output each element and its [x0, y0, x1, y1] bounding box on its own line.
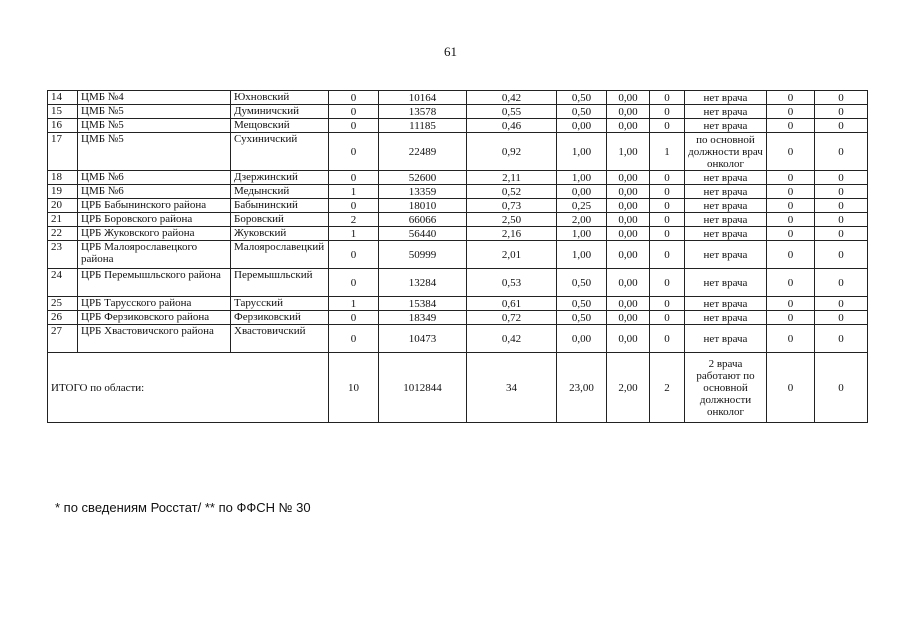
value-cell: 1,00 — [557, 241, 607, 269]
row-number: 25 — [48, 297, 78, 311]
value-cell: 0,50 — [557, 105, 607, 119]
district-cell: Бабынинский — [231, 199, 329, 213]
value-cell: 0 — [650, 213, 685, 227]
status-cell: нет врача — [685, 297, 767, 311]
value-cell: 0 — [767, 311, 815, 325]
value-cell: 0 — [650, 105, 685, 119]
value-cell: 0,00 — [607, 105, 650, 119]
organization-cell: ЦРБ Бабынинского района — [78, 199, 231, 213]
value-cell: 0,55 — [467, 105, 557, 119]
value-cell: 1,00 — [557, 171, 607, 185]
total-value-cell: 2,00 — [607, 353, 650, 423]
status-cell: нет врача — [685, 91, 767, 105]
row-number: 18 — [48, 171, 78, 185]
value-cell: 0 — [329, 325, 379, 353]
value-cell: 0 — [329, 241, 379, 269]
organization-cell: ЦРБ Тарусского района — [78, 297, 231, 311]
value-cell: 2 — [329, 213, 379, 227]
value-cell: 0,00 — [607, 297, 650, 311]
value-cell: 0,00 — [607, 311, 650, 325]
value-cell: 0 — [329, 269, 379, 297]
value-cell: 0 — [650, 185, 685, 199]
value-cell: 0,00 — [607, 213, 650, 227]
district-cell: Ферзиковский — [231, 311, 329, 325]
population-cell: 50999 — [379, 241, 467, 269]
value-cell: 2,00 — [557, 213, 607, 227]
value-cell: 0 — [650, 269, 685, 297]
value-cell: 0,00 — [557, 119, 607, 133]
total-value-cell: 1012844 — [379, 353, 467, 423]
value-cell: 1 — [650, 133, 685, 171]
row-number: 24 — [48, 269, 78, 297]
status-cell: нет врача — [685, 227, 767, 241]
value-cell: 0 — [815, 241, 868, 269]
organization-cell: ЦМБ №6 — [78, 185, 231, 199]
district-cell: Хвастовичский — [231, 325, 329, 353]
value-cell: 0,61 — [467, 297, 557, 311]
population-cell: 18010 — [379, 199, 467, 213]
value-cell: 0 — [815, 213, 868, 227]
value-cell: 0,00 — [607, 199, 650, 213]
value-cell: 0 — [815, 325, 868, 353]
value-cell: 1 — [329, 227, 379, 241]
row-number: 20 — [48, 199, 78, 213]
status-cell: нет врача — [685, 105, 767, 119]
statistics-table — [47, 90, 868, 423]
value-cell: 0 — [650, 241, 685, 269]
status-cell: нет врача — [685, 311, 767, 325]
value-cell: 0 — [767, 199, 815, 213]
value-cell: 0 — [767, 171, 815, 185]
value-cell: 0 — [815, 133, 868, 171]
value-cell: 0,92 — [467, 133, 557, 171]
value-cell: 0 — [329, 91, 379, 105]
organization-cell: ЦРБ Боровского района — [78, 213, 231, 227]
value-cell: 0 — [767, 269, 815, 297]
population-cell: 66066 — [379, 213, 467, 227]
status-cell: нет врача — [685, 213, 767, 227]
population-cell: 10164 — [379, 91, 467, 105]
value-cell: 0 — [815, 269, 868, 297]
value-cell: 0,00 — [607, 91, 650, 105]
value-cell: 0 — [815, 105, 868, 119]
status-cell: по основной должности врач онколог — [685, 133, 767, 171]
district-cell: Перемышльский — [231, 269, 329, 297]
footnote: * по сведениям Росстат/ ** по ФФСН № 30 — [55, 500, 311, 515]
value-cell: 1,00 — [557, 227, 607, 241]
value-cell: 0,25 — [557, 199, 607, 213]
table-row — [48, 185, 868, 199]
organization-cell: ЦРБ Перемышльского района — [78, 269, 231, 297]
value-cell: 0 — [329, 133, 379, 171]
population-cell: 10473 — [379, 325, 467, 353]
table-row — [48, 133, 868, 171]
district-cell: Боровский — [231, 213, 329, 227]
value-cell: 0 — [650, 227, 685, 241]
table-row — [48, 227, 868, 241]
value-cell: 1 — [329, 185, 379, 199]
value-cell: 0 — [767, 133, 815, 171]
status-cell: нет врача — [685, 185, 767, 199]
value-cell: 0 — [815, 171, 868, 185]
population-cell: 52600 — [379, 171, 467, 185]
district-cell: Жуковский — [231, 227, 329, 241]
row-number: 17 — [48, 133, 78, 171]
row-number: 21 — [48, 213, 78, 227]
status-cell: нет врача — [685, 119, 767, 133]
total-value-cell: 10 — [329, 353, 379, 423]
value-cell: 0 — [767, 213, 815, 227]
value-cell: 0,50 — [557, 311, 607, 325]
value-cell: 0,53 — [467, 269, 557, 297]
row-number: 14 — [48, 91, 78, 105]
table-row — [48, 119, 868, 133]
population-cell: 13578 — [379, 105, 467, 119]
value-cell: 0 — [767, 185, 815, 199]
value-cell: 0,52 — [467, 185, 557, 199]
status-cell: нет врача — [685, 269, 767, 297]
value-cell: 0 — [329, 311, 379, 325]
value-cell: 0 — [329, 171, 379, 185]
row-number: 23 — [48, 241, 78, 269]
table-row — [48, 199, 868, 213]
total-value-cell: 0 — [815, 353, 868, 423]
value-cell: 0 — [329, 119, 379, 133]
organization-cell: ЦРБ Хвастовичского района — [78, 325, 231, 353]
value-cell: 0 — [329, 199, 379, 213]
value-cell: 0 — [767, 297, 815, 311]
value-cell: 0 — [815, 119, 868, 133]
value-cell: 0 — [815, 185, 868, 199]
value-cell: 0 — [650, 297, 685, 311]
population-cell: 56440 — [379, 227, 467, 241]
total-label: ИТОГО по области: — [48, 353, 329, 423]
row-number: 22 — [48, 227, 78, 241]
district-cell: Тарусский — [231, 297, 329, 311]
total-row — [48, 353, 868, 423]
district-cell: Думиничский — [231, 105, 329, 119]
population-cell: 13359 — [379, 185, 467, 199]
organization-cell: ЦРБ Жуковского района — [78, 227, 231, 241]
table-row — [48, 171, 868, 185]
value-cell: 0 — [650, 325, 685, 353]
status-cell: нет врача — [685, 199, 767, 213]
value-cell: 0 — [650, 119, 685, 133]
district-cell: Малоярославецкий — [231, 241, 329, 269]
table-row — [48, 325, 868, 353]
value-cell: 0 — [815, 311, 868, 325]
table-row — [48, 213, 868, 227]
population-cell: 15384 — [379, 297, 467, 311]
value-cell: 0,50 — [557, 269, 607, 297]
value-cell: 1,00 — [557, 133, 607, 171]
value-cell: 0 — [767, 119, 815, 133]
organization-cell: ЦРБ Ферзиковского района — [78, 311, 231, 325]
value-cell: 0,00 — [607, 185, 650, 199]
value-cell: 2,01 — [467, 241, 557, 269]
value-cell: 0,42 — [467, 325, 557, 353]
table-row — [48, 297, 868, 311]
value-cell: 0 — [767, 91, 815, 105]
organization-cell: ЦМБ №5 — [78, 105, 231, 119]
value-cell: 0 — [767, 227, 815, 241]
value-cell: 0,50 — [557, 297, 607, 311]
total-value-cell: 2 — [650, 353, 685, 423]
value-cell: 0 — [815, 227, 868, 241]
value-cell: 1,00 — [607, 133, 650, 171]
value-cell: 0 — [815, 91, 868, 105]
value-cell: 0,42 — [467, 91, 557, 105]
organization-cell: ЦМБ №6 — [78, 171, 231, 185]
value-cell: 0 — [650, 91, 685, 105]
population-cell: 18349 — [379, 311, 467, 325]
value-cell: 0 — [650, 199, 685, 213]
value-cell: 1 — [329, 297, 379, 311]
district-cell: Медынский — [231, 185, 329, 199]
value-cell: 0,00 — [607, 227, 650, 241]
row-number: 27 — [48, 325, 78, 353]
value-cell: 0 — [329, 105, 379, 119]
value-cell: 0,00 — [557, 325, 607, 353]
status-cell: нет врача — [685, 325, 767, 353]
value-cell: 0,00 — [607, 119, 650, 133]
table-row — [48, 105, 868, 119]
total-value-cell: 34 — [467, 353, 557, 423]
value-cell: 0,73 — [467, 199, 557, 213]
status-cell: нет врача — [685, 171, 767, 185]
value-cell: 0 — [767, 325, 815, 353]
value-cell: 0,00 — [607, 241, 650, 269]
status-cell: нет врача — [685, 241, 767, 269]
value-cell: 0 — [815, 199, 868, 213]
value-cell: 0,72 — [467, 311, 557, 325]
organization-cell: ЦМБ №4 — [78, 91, 231, 105]
organization-cell: ЦМБ №5 — [78, 119, 231, 133]
value-cell: 0,00 — [607, 325, 650, 353]
table-row — [48, 311, 868, 325]
value-cell: 0,00 — [557, 185, 607, 199]
row-number: 16 — [48, 119, 78, 133]
district-cell: Дзержинский — [231, 171, 329, 185]
value-cell: 0 — [650, 171, 685, 185]
total-value-cell: 0 — [767, 353, 815, 423]
row-number: 26 — [48, 311, 78, 325]
table-row — [48, 269, 868, 297]
district-cell: Мещовский — [231, 119, 329, 133]
population-cell: 11185 — [379, 119, 467, 133]
value-cell: 2,50 — [467, 213, 557, 227]
total-value-cell: 23,00 — [557, 353, 607, 423]
total-status-cell: 2 врача работают по основной должности онколог — [685, 353, 767, 423]
value-cell: 0,00 — [607, 269, 650, 297]
district-cell: Юхновский — [231, 91, 329, 105]
value-cell: 0 — [767, 105, 815, 119]
population-cell: 22489 — [379, 133, 467, 171]
page-number: 61 — [444, 44, 457, 59]
table-row — [48, 241, 868, 269]
value-cell: 0,50 — [557, 91, 607, 105]
district-cell: Сухиничский — [231, 133, 329, 171]
row-number: 19 — [48, 185, 78, 199]
table-row — [48, 91, 868, 105]
value-cell: 0 — [815, 297, 868, 311]
value-cell: 0 — [650, 311, 685, 325]
row-number: 15 — [48, 105, 78, 119]
value-cell: 0,46 — [467, 119, 557, 133]
value-cell: 2,16 — [467, 227, 557, 241]
value-cell: 0 — [767, 241, 815, 269]
organization-cell: ЦРБ Малоярославецкого района — [78, 241, 231, 269]
value-cell: 0,00 — [607, 171, 650, 185]
organization-cell: ЦМБ №5 — [78, 133, 231, 171]
value-cell: 2,11 — [467, 171, 557, 185]
population-cell: 13284 — [379, 269, 467, 297]
